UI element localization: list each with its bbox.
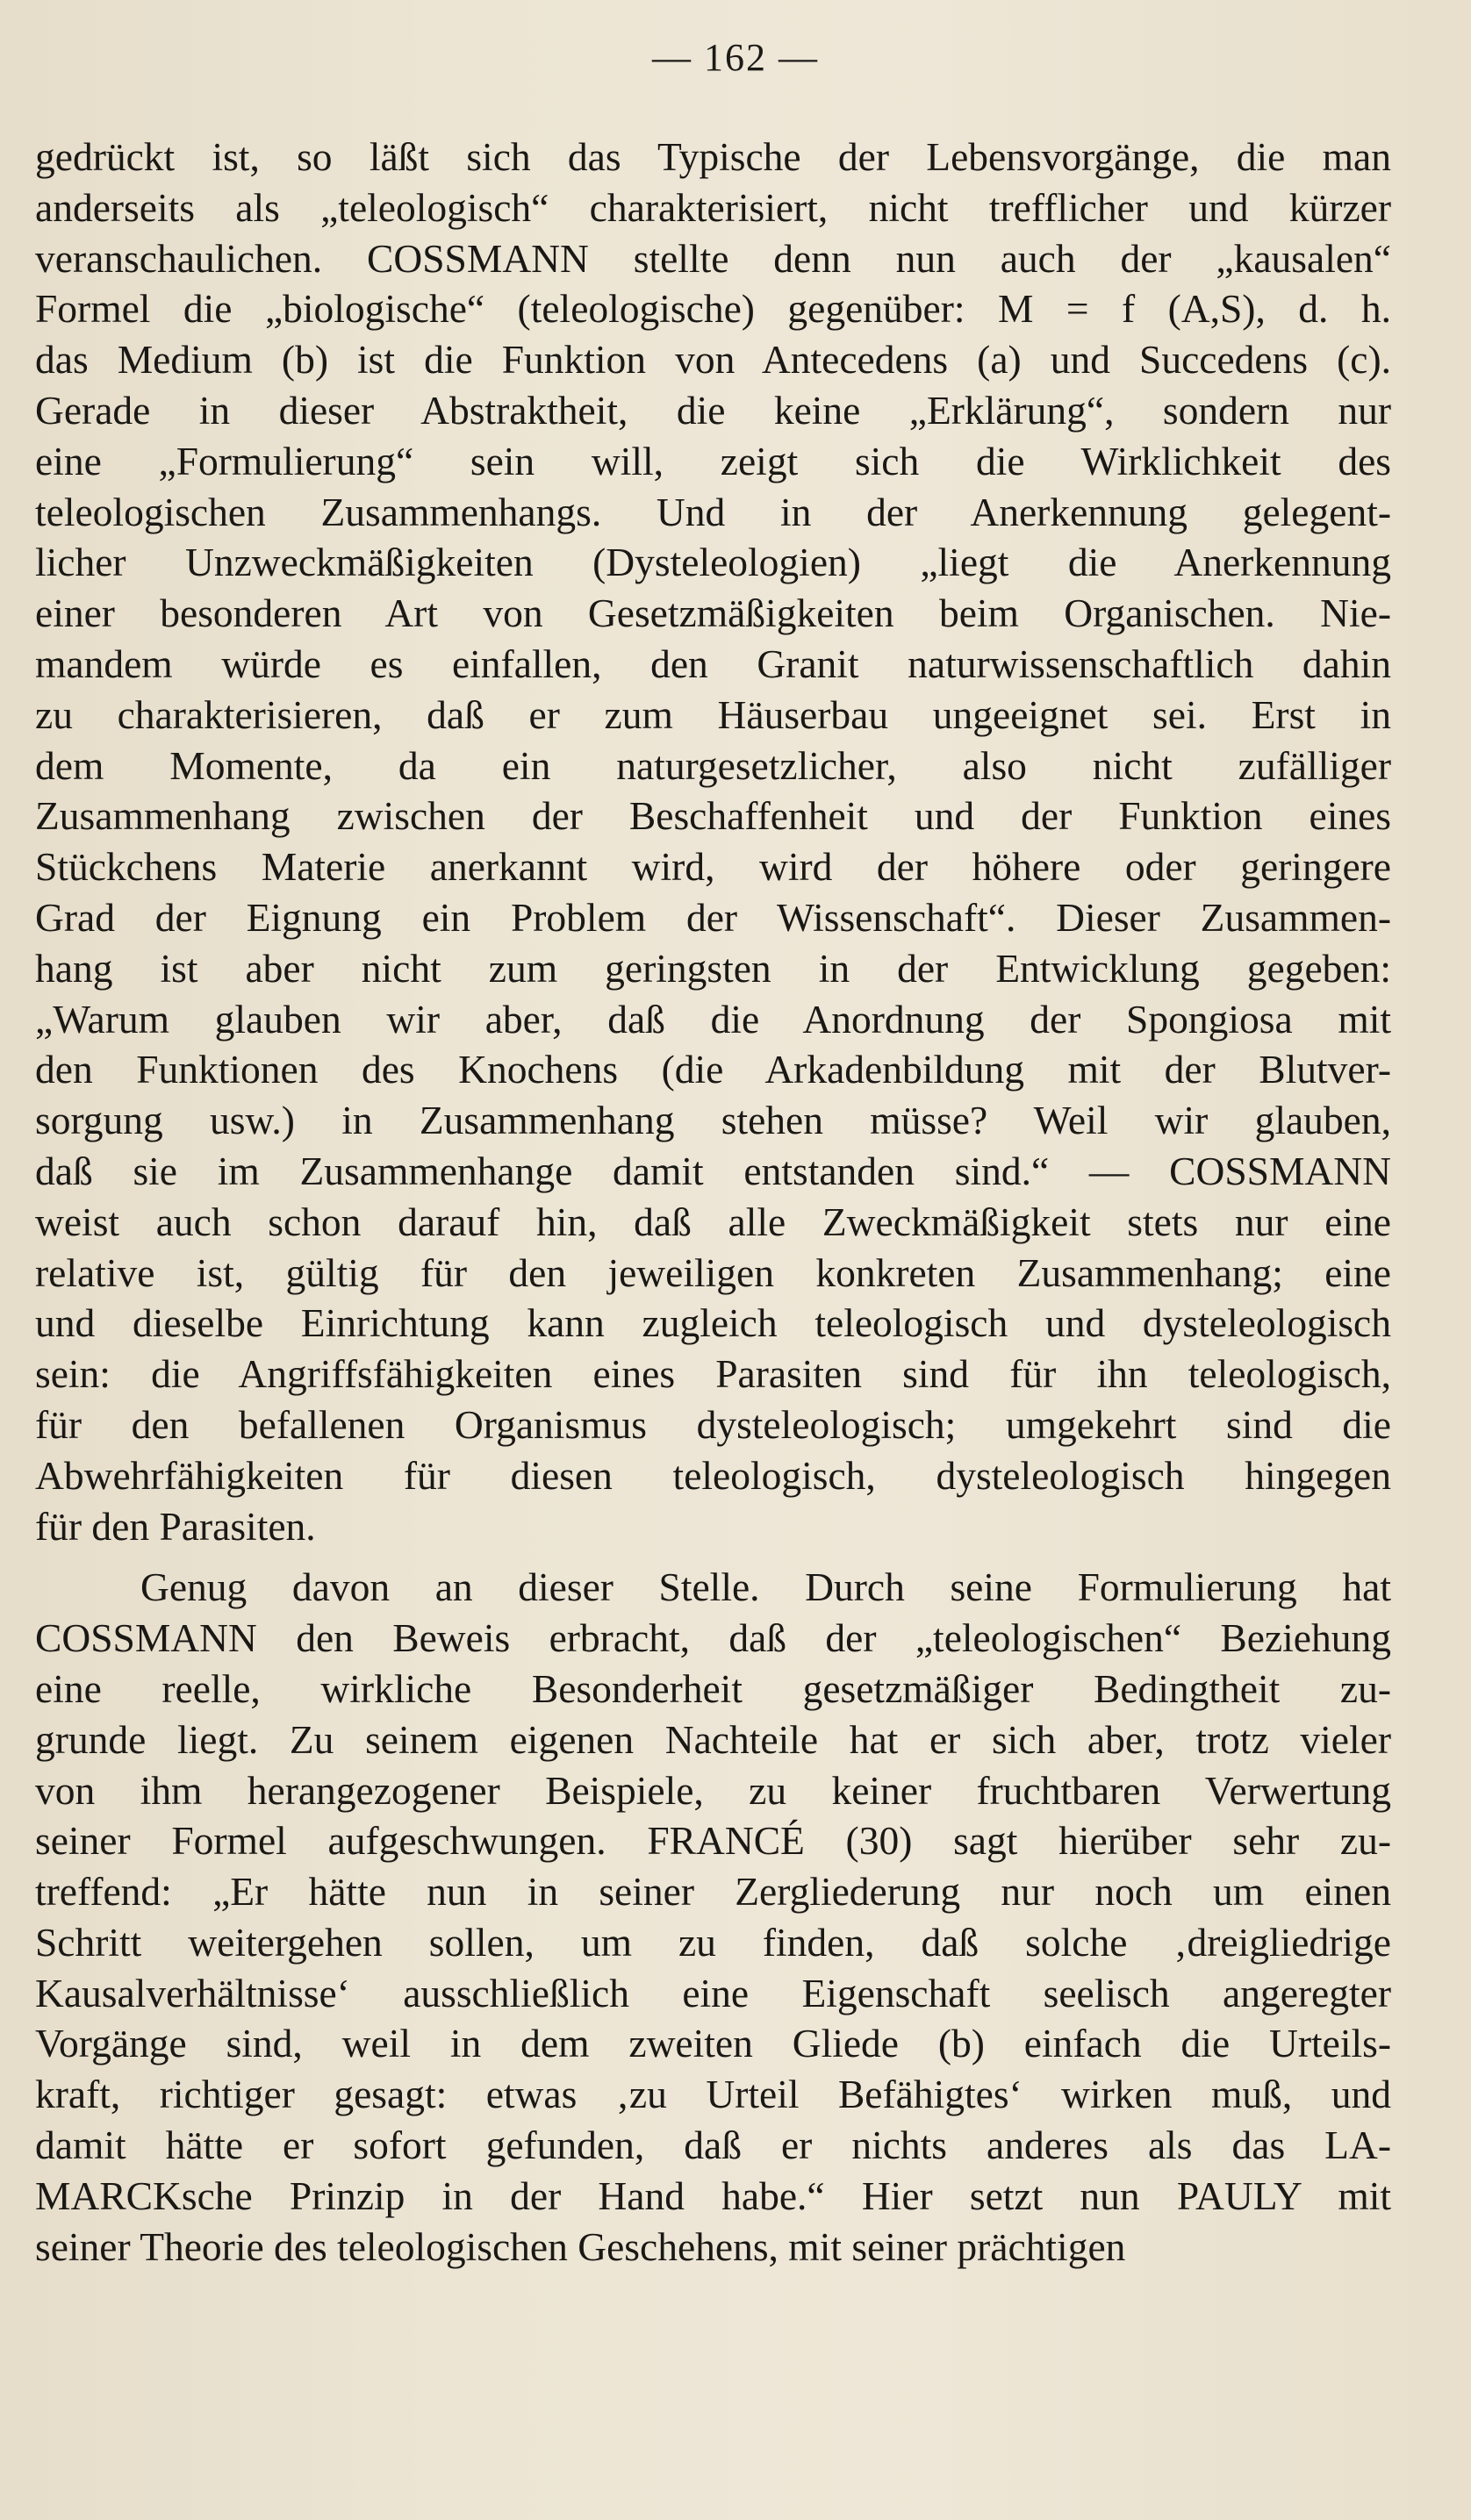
text-line: anderseits als „teleologisch“ charakterisiert, nicht trefflicher und kürzer [35,184,1391,230]
text-line: einer besonderen Art von Gesetzmäßigkeiten beim Organischen. Nie- [35,591,1391,636]
text-line: COSSMANN den Beweis erbracht, daß der „teleologischen“ Beziehung [35,1615,1391,1661]
text-line: damit hätte er sofort gefunden, daß er nichts anderes als das LA- [35,2123,1391,2168]
text-line: Formel die „biologische“ (teleologische) gegenüber: M = f (A,S), d. h. [35,286,1391,332]
text-line: Gerade in dieser Abstraktheit, die keine „Erklärung“, sondern nur [35,387,1391,433]
text-line: Grad der Eignung ein Problem der Wissenschaft“. Dieser Zusammen- [35,894,1391,940]
text-line: licher Unzweckmäßigkeiten (Dysteleologien) „liegt die Anerkennung [35,540,1391,585]
text-line: und dieselbe Einrichtung kann zugleich teleologisch und dysteleologisch [35,1300,1391,1346]
text-line: seiner Theorie des teleologischen Geschehens, mit seiner prächtigen [35,2223,1126,2269]
page-number: — 162 — [652,36,819,79]
text-line: für den befallenen Organismus dysteleologisch; umgekehrt sind die [35,1401,1391,1447]
text-line: hang ist aber nicht zum geringsten in der Entwicklung gegeben: [35,945,1391,991]
text-line: Zusammenhang zwischen der Beschaffenheit und der Funktion eines [35,793,1391,839]
text-line: seiner Formel aufgeschwungen. FRANCÉ (30) sagt hierüber sehr zu- [35,1818,1391,1864]
body-text [35,132,1391,2272]
text-line: Stückchens Materie anerkannt wird, wird der höhere oder geringere [35,844,1391,890]
text-line: eine „Formulierung“ sein will, zeigt sich die Wirklichkeit des [35,438,1391,483]
text-line: gedrückt ist, so läßt sich das Typische der Lebensvorgänge, die man [35,134,1391,179]
text-line: sorgung usw.) in Zusammenhang stehen müsse? Weil wir glauben, [35,1098,1391,1143]
text-line: Genug davon an dieser Stelle. Durch seine Formulierung hat [140,1564,1391,1610]
text-line: eine reelle, wirkliche Besonderheit gesetzmäßiger Bedingtheit zu- [35,1665,1391,1711]
text-line: das Medium (b) ist die Funktion von Antecedens (a) und Succedens (c). [35,337,1391,383]
text-line: mandem würde es einfallen, den Granit naturwissenschaftlich dahin [35,641,1391,686]
text-line: Kausalverhältnisse‘ ausschließlich eine Eigenschaft seelisch angeregter [35,1970,1391,2015]
text-line: relative ist, gültig für den jeweiligen konkreten Zusammenhang; eine [35,1249,1391,1295]
text-line: Schritt weitergehen sollen, um zu finden, daß solche ‚dreigliedrige [35,1919,1391,1965]
text-line: zu charakterisieren, daß er zum Häuserbau ungeeignet sei. Erst in [35,691,1391,737]
text-line: den Funktionen des Knochens (die Arkadenbildung mit der Blutver- [35,1047,1391,1092]
text-line: für den Parasiten. [35,1503,316,1549]
text-line: „Warum glauben wir aber, daß die Anordnung der Spongiosa mit [35,996,1391,1042]
text-line: dem Momente, da ein naturgesetzlicher, also nicht zufälliger [35,742,1391,788]
text-line: von ihm herangezogener Beispiele, zu keiner fruchtbaren Verwertung [35,1767,1391,1813]
text-line: teleologischen Zusammenhangs. Und in der Anerkennung gelegent- [35,489,1391,534]
text-line: weist auch schon darauf hin, daß alle Zweckmäßigkeit stets nur eine [35,1199,1391,1244]
text-line: Abwehrfähigkeiten für diesen teleologisch, dysteleologisch hingegen [35,1452,1391,1498]
text-line: daß sie im Zusammenhange damit entstanden sind.“ — COSSMANN [35,1148,1391,1193]
text-line: kraft, richtiger gesagt: etwas ‚zu Urteil Befähigtes‘ wirken muß, und [35,2072,1391,2117]
text-line: treffend: „Er hätte nun in seiner Zergliederung nur noch um einen [35,1869,1391,1915]
text-line: veranschaulichen. COSSMANN stellte denn nun auch der „kausalen“ [35,235,1391,281]
text-line: MARCKsche Prinzip in der Hand habe.“ Hier setzt nun PAULY mit [35,2173,1391,2218]
text-line: Vorgänge sind, weil in dem zweiten Gliede (b) einfach die Urteils- [35,2021,1391,2066]
text-line: grunde liegt. Zu seinem eigenen Nachteile hat er sich aber, trotz vieler [35,1716,1391,1762]
text-line: sein: die Angriffsfähigkeiten eines Parasiten sind für ihn teleologisch, [35,1351,1391,1397]
paragraph-gap [35,1551,1391,1562]
